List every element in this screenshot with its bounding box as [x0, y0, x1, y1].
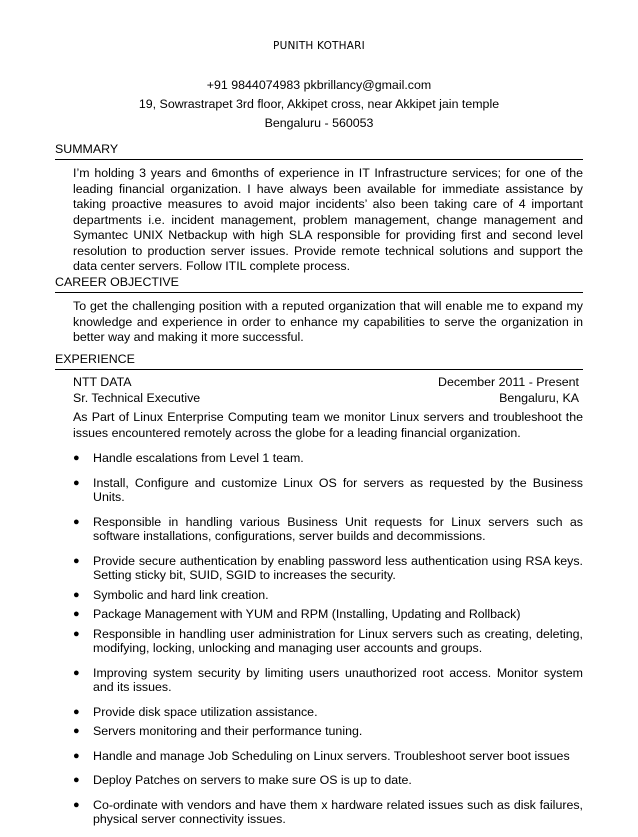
list-item: ● Improving system security by limiting users unauthorized root access. Monitor system and its issues. [73, 665, 583, 694]
job-company: NTT DATA [73, 375, 132, 389]
objective-heading: CAREER OBJECTIVE [55, 275, 179, 289]
bullet-icon: ● [73, 515, 80, 528]
job-role-row [73, 390, 579, 407]
job-role: Sr. Technical Executive [73, 391, 201, 405]
job-dates: December 2011 - Present [438, 375, 579, 389]
bullet-icon: ● [73, 798, 80, 811]
job-intro: As Part of Linux Enterprise Computing team we monitor Linux servers and troubleshoot the issues encountered remotely across the globe for a leading financial organization. [73, 410, 583, 440]
list-item: ● Handle escalations from Level 1 team. [73, 451, 304, 465]
job-company-row [73, 374, 579, 391]
objective-text: To get the challenging position with a reputed organization that will enable me to expand my knowledge and experience in order to enhance my capabilities to serve the organization in better way and making it more successful. [73, 299, 583, 344]
list-item: ● Responsible in handling various Business Unit requests for Linux servers such as software installations, configurations, server builds and decommissions. [73, 514, 583, 543]
summary-divider [55, 159, 583, 160]
list-item: ● Responsible in handling user administration for Linux servers such as creating, deleting, modifying, locking, unlocking and managing user accounts and groups. [73, 626, 583, 655]
job-location: Bengaluru, KA [499, 391, 579, 405]
experience-divider [55, 369, 583, 370]
contact-address: 19, Sowrastrapet 3rd floor, Akkipet cross, near Akkipet jain temple [138, 97, 500, 111]
bullet-icon: ● [73, 627, 80, 640]
list-item: ● Servers monitoring and their performance tuning. [73, 724, 363, 738]
job-duties-list [73, 451, 583, 837]
contact-city: Bengaluru - 560053 [264, 116, 374, 130]
bullet-icon: ● [73, 588, 80, 601]
summary-text: I’m holding 3 years and 6months of experience in IT Infrastructure services; for one of the leading financial organization. I have always been available for immediate assistance by taking proactive measures to avoid major incidents’ also been taking care of 4 important departments i.e. incident management, problem management, change management and Symantec UNIX Netbackup with high SLA responsible for providing first and second level resolution to production server issues. Provide remote technical solutions and support the data center servers. Follow ITIL complete process. [73, 166, 583, 273]
objective-divider [55, 292, 583, 293]
summary-heading: SUMMARY [55, 142, 119, 156]
list-item: ● Provide disk space utilization assistance. [73, 704, 318, 719]
bullet-icon: ● [73, 666, 80, 679]
list-item: ● Deploy Patches on servers to make sure OS is up to date. [73, 773, 412, 787]
bullet-icon: ● [73, 554, 80, 567]
bullet-icon: ● [73, 725, 80, 737]
list-item: ● Package Management with YUM and RPM (Installing, Updating and Rollback) [73, 607, 521, 621]
bullet-icon: ● [73, 774, 80, 786]
list-item: ● Install, Configure and customize Linux OS for servers as requested by the Business Units. [73, 475, 583, 504]
contact-phone-email: +91 9844074983 pkbrillancy@gmail.com [206, 78, 432, 92]
candidate-name: PUNITH KOTHARI [273, 40, 365, 52]
list-item: ● Provide secure authentication by enabling password less authentication using RSA keys. Setting sticky bit, SUID, SGID to increases the security. [73, 553, 583, 582]
bullet-icon: ● [73, 452, 80, 464]
bullet-icon: ● [73, 476, 80, 489]
list-item: ● Symbolic and hard link creation. [73, 587, 269, 602]
list-item: ● Co-ordinate with vendors and have them x hardware related issues such as disk failures, physical server connectivity issues. [73, 797, 583, 826]
bullet-icon: ● [73, 608, 80, 620]
experience-heading: EXPERIENCE [55, 352, 135, 366]
bullet-icon: ● [73, 705, 80, 718]
list-item: ● Handle and manage Job Scheduling on Linux servers. Troubleshoot server boot issues [73, 748, 570, 763]
bullet-icon: ● [73, 749, 80, 762]
